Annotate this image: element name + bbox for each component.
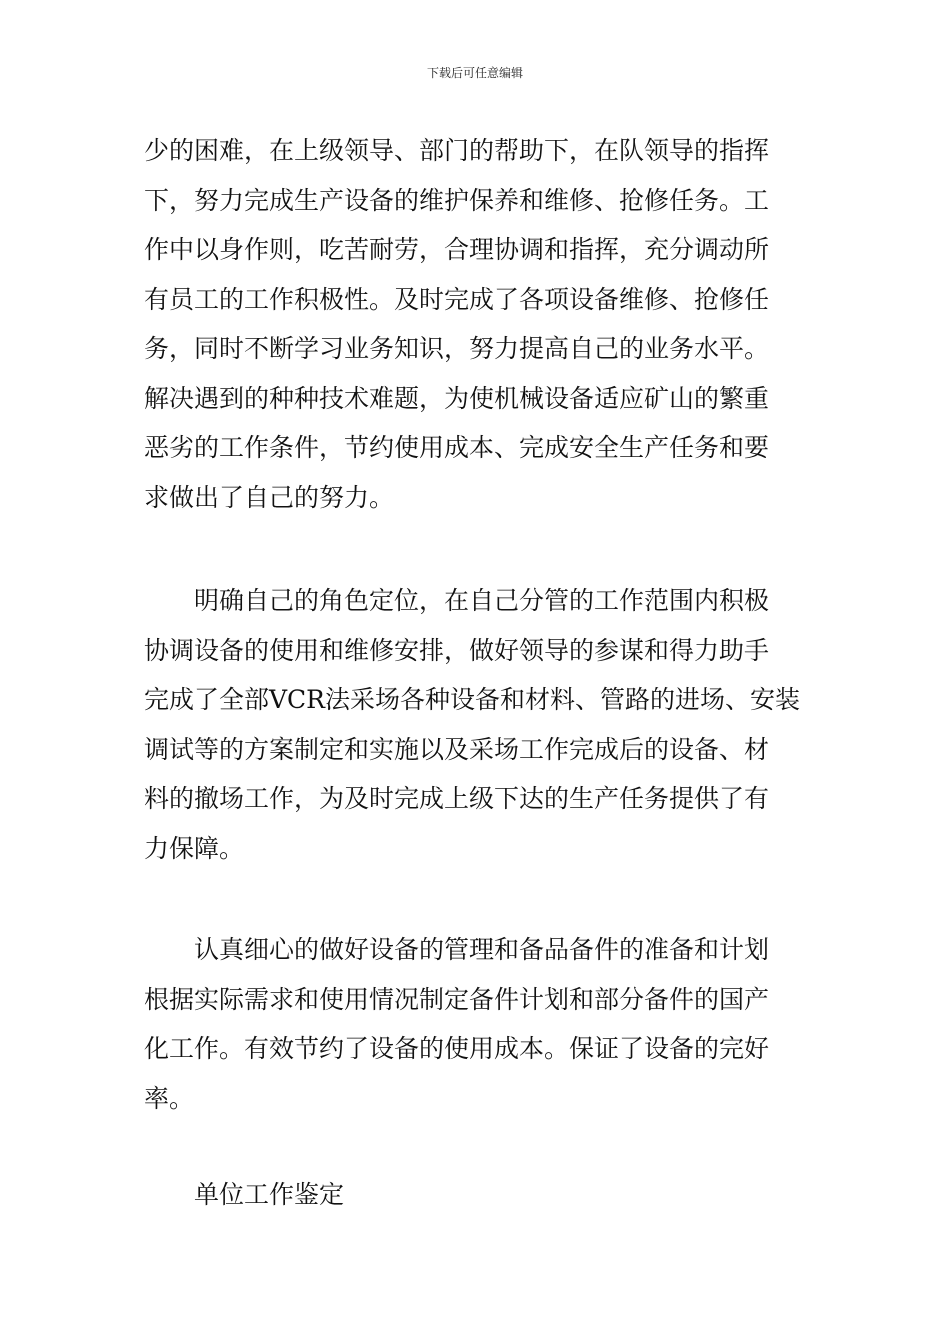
paragraph-2 — [144, 576, 806, 873]
text-line: 调试等的方案制定和实施以及采场工作完成后的设备、材 — [144, 734, 770, 764]
text-line: 协调设备的使用和维修安排，做好领导的参谋和得力助手 — [144, 635, 770, 665]
text-line: 恶劣的工作条件，节约使用成本、完成安全生产任务和要 — [144, 433, 770, 462]
text-line: 认真细心的做好设备的管理和备品备件的准备和计划 — [144, 935, 770, 964]
text-line: 少的困难，在上级领导、部门的帮助下，在队领导的指挥 — [144, 136, 770, 165]
text-line: 力保障。 — [144, 833, 245, 863]
text-line: 料的撤场工作，为及时完成上级下达的生产任务提供了有 — [144, 784, 770, 813]
text-line: 下，努力完成生产设备的维护保养和维修、抢修任务。工 — [144, 185, 770, 215]
page-header: 下载后可任意编辑 — [426, 66, 523, 80]
section-heading — [144, 1170, 806, 1220]
text-line: 根据实际需求和使用情况制定备件计划和部分备件的国产 — [144, 984, 770, 1014]
paragraph-3 — [144, 925, 806, 1123]
text-line: 作中以身作则，吃苦耐劳，合理协调和指挥，充分调动所 — [144, 235, 770, 264]
text-line: 单位工作鉴定 — [144, 1180, 345, 1209]
text-line: 化工作。有效节约了设备的使用成本。保证了设备的完好 — [144, 1034, 770, 1063]
text-line: 有员工的工作积极性。及时完成了各项设备维修、抢修任 — [144, 284, 770, 314]
text-line: 率。 — [144, 1083, 195, 1113]
text-line: 完成了全部VCR法采场各种设备和材料、管路的进场、安装 — [144, 685, 801, 714]
text-line: 明确自己的角色定位，在自己分管的工作范围内积极 — [144, 586, 770, 615]
paragraph-1 — [144, 126, 806, 522]
text-line: 务，同时不断学习业务知识，努力提高自己的业务水平。 — [144, 334, 770, 363]
text-line: 求做出了自己的努力。 — [144, 482, 395, 512]
text-line: 解决遇到的种种技术难题，为使机械设备适应矿山的繁重 — [144, 383, 770, 413]
